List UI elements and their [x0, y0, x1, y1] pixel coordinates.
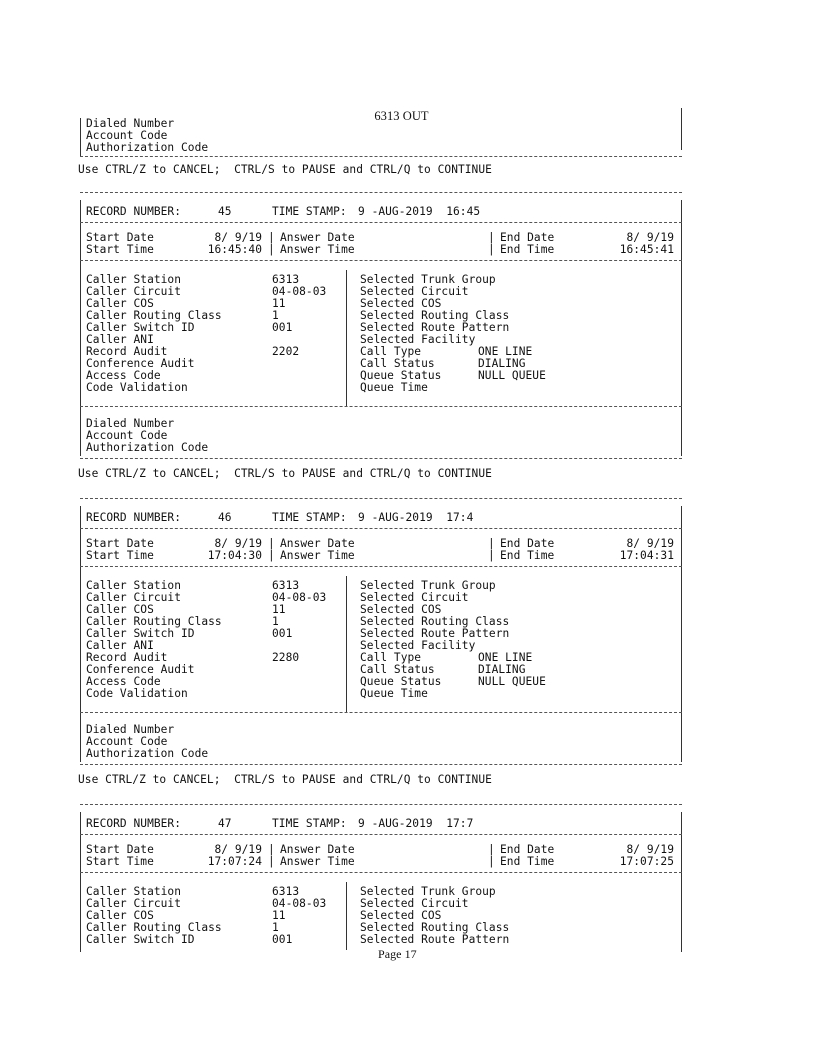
call-type-value: ONE LINE — [478, 651, 533, 664]
answer-date-label: Answer Date — [280, 231, 355, 244]
caller-routing-class-value: 1 — [272, 921, 279, 934]
instruction-text: Use CTRL/Z to CANCEL; CTRL/S to PAUSE and CTRL/Q to CONTINUE — [78, 467, 492, 480]
call-type-label: Call Type — [360, 345, 422, 358]
caller-routing-class-label: Caller Routing Class — [86, 615, 222, 628]
record-number-value: 45 — [218, 205, 232, 218]
border-right — [681, 108, 682, 150]
caller-ani-label: Caller ANI — [86, 333, 154, 346]
page-header — [368, 98, 429, 122]
divider — [80, 528, 682, 529]
access-code-label: Access Code — [86, 675, 161, 688]
column-separator — [346, 882, 347, 950]
divider — [80, 804, 682, 805]
record-number-label: RECORD NUMBER: — [86, 205, 181, 218]
end-date-value: 8/ 9/19 — [626, 537, 674, 550]
divider — [80, 712, 682, 713]
column-separator — [346, 270, 347, 406]
selected-circuit-label: Selected Circuit — [360, 897, 469, 910]
selected-trunk-group-label: Selected Trunk Group — [360, 273, 496, 286]
caller-routing-class-value: 1 — [272, 615, 279, 628]
call-status-label: Call Status — [360, 663, 435, 676]
caller-station-label: Caller Station — [86, 273, 181, 286]
caller-station-label: Caller Station — [86, 885, 181, 898]
caller-circuit-label: Caller Circuit — [86, 897, 181, 910]
start-date-label: Start Date — [86, 843, 154, 856]
border-right — [681, 200, 682, 456]
queue-status-label: Queue Status — [360, 675, 442, 688]
selected-route-pattern-label: Selected Route Pattern — [360, 321, 510, 334]
record-audit-label: Record Audit — [86, 651, 168, 664]
call-status-value: DIALING — [478, 663, 526, 676]
divider — [80, 872, 682, 873]
end-time-label: End Time — [500, 243, 555, 256]
authorization-code-label: Authorization Code — [86, 747, 209, 760]
answer-time-label: Answer Time — [280, 855, 355, 868]
start-time-value: 16:45:40 — [207, 243, 262, 256]
instruction-text: Use CTRL/Z to CANCEL; CTRL/S to PAUSE and CTRL/Q to CONTINUE — [78, 163, 492, 176]
answer-time-label: Answer Time — [280, 243, 355, 256]
selected-facility-label: Selected Facility — [360, 639, 476, 652]
caller-cos-label: Caller COS — [86, 909, 154, 922]
divider — [80, 406, 682, 407]
selected-cos-label: Selected COS — [360, 603, 442, 616]
divider — [80, 222, 682, 223]
caller-station-value: 6313 — [272, 579, 300, 592]
end-date-label: End Date — [500, 537, 555, 550]
account-code-label: Account Code — [86, 735, 168, 748]
call-type-value: ONE LINE — [478, 345, 533, 358]
code-validation-label: Code Validation — [86, 381, 188, 394]
queue-time-label: Queue Time — [360, 381, 428, 394]
caller-cos-label: Caller COS — [86, 297, 154, 310]
caller-cos-label: Caller COS — [86, 603, 154, 616]
selected-trunk-group-label: Selected Trunk Group — [360, 885, 496, 898]
start-time-label: Start Time — [86, 243, 154, 256]
caller-switch-id-value: 001 — [272, 933, 293, 946]
start-date-label: Start Date — [86, 537, 154, 550]
answer-date-label: Answer Date — [280, 843, 355, 856]
selected-routing-class-label: Selected Routing Class — [360, 921, 510, 934]
start-date-value: 8/ 9/19 — [214, 537, 262, 550]
caller-station-value: 6313 — [272, 273, 300, 286]
selected-route-pattern-label: Selected Route Pattern — [360, 933, 510, 946]
record-audit-label: Record Audit — [86, 345, 168, 358]
record-number-value: 47 — [218, 817, 232, 830]
call-type-label: Call Type — [360, 651, 422, 664]
record-audit-value: 2202 — [272, 345, 300, 358]
time-stamp-value: 9 -AUG-2019 17:4 — [358, 511, 474, 524]
selected-circuit-label: Selected Circuit — [360, 285, 469, 298]
start-time-label: Start Time — [86, 855, 154, 868]
divider — [80, 834, 682, 835]
caller-circuit-label: Caller Circuit — [86, 285, 181, 298]
answer-time-label: Answer Time — [280, 549, 355, 562]
queue-status-label: Queue Status — [360, 369, 442, 382]
header-direction: OUT — [402, 109, 429, 123]
border-left — [80, 118, 81, 156]
access-code-label: Access Code — [86, 369, 161, 382]
instruction-text: Use CTRL/Z to CANCEL; CTRL/S to PAUSE and CTRL/Q to CONTINUE — [78, 773, 492, 786]
caller-circuit-value: 04-08-03 — [272, 285, 327, 298]
dialed-number-label: Dialed Number — [86, 723, 175, 736]
border-left — [80, 812, 81, 952]
answer-date-label: Answer Date — [280, 537, 355, 550]
start-time-value: 17:07:24 — [207, 855, 262, 868]
prev-authorization-code-label: Authorization Code — [86, 141, 209, 154]
dialed-number-label: Dialed Number — [86, 417, 175, 430]
border-right — [681, 812, 682, 952]
end-time-value: 16:45:41 — [619, 243, 674, 256]
start-time-label: Start Time — [86, 549, 154, 562]
divider — [80, 498, 682, 499]
caller-routing-class-value: 1 — [272, 309, 279, 322]
time-stamp-label: TIME STAMP: — [272, 817, 347, 830]
divider — [80, 458, 682, 459]
start-time-value: 17:04:30 — [207, 549, 262, 562]
selected-cos-label: Selected COS — [360, 297, 442, 310]
header-station: 6313 — [374, 109, 400, 123]
record-number-value: 46 — [218, 511, 232, 524]
end-time-value: 17:04:31 — [619, 549, 674, 562]
selected-facility-label: Selected Facility — [360, 333, 476, 346]
divider — [80, 192, 682, 193]
time-stamp-label: TIME STAMP: — [272, 205, 347, 218]
caller-switch-id-label: Caller Switch ID — [86, 933, 195, 946]
end-date-label: End Date — [500, 843, 555, 856]
divider — [80, 156, 682, 157]
start-date-value: 8/ 9/19 — [214, 843, 262, 856]
start-date-value: 8/ 9/19 — [214, 231, 262, 244]
divider — [80, 260, 682, 261]
column-separator — [346, 576, 347, 712]
end-date-label: End Date — [500, 231, 555, 244]
caller-station-value: 6313 — [272, 885, 300, 898]
caller-switch-id-value: 001 — [272, 321, 293, 334]
selected-routing-class-label: Selected Routing Class — [360, 615, 510, 628]
conference-audit-label: Conference Audit — [86, 663, 195, 676]
queue-status-value: NULL QUEUE — [478, 675, 546, 688]
time-stamp-label: TIME STAMP: — [272, 511, 347, 524]
queue-status-value: NULL QUEUE — [478, 369, 546, 382]
caller-cos-value: 11 — [272, 603, 286, 616]
authorization-code-label: Authorization Code — [86, 441, 209, 454]
border-left — [80, 200, 81, 456]
time-stamp-value: 9 -AUG-2019 17:7 — [358, 817, 474, 830]
caller-routing-class-label: Caller Routing Class — [86, 309, 222, 322]
end-time-value: 17:07:25 — [619, 855, 674, 868]
caller-switch-id-label: Caller Switch ID — [86, 321, 195, 334]
end-date-value: 8/ 9/19 — [626, 231, 674, 244]
caller-cos-value: 11 — [272, 297, 286, 310]
caller-switch-id-value: 001 — [272, 627, 293, 640]
time-stamp-value: 9 -AUG-2019 16:45 — [358, 205, 481, 218]
prev-dialed-number-label: Dialed Number — [86, 117, 175, 130]
prev-account-code-label: Account Code — [86, 129, 168, 142]
caller-circuit-label: Caller Circuit — [86, 591, 181, 604]
record-number-label: RECORD NUMBER: — [86, 817, 181, 830]
selected-circuit-label: Selected Circuit — [360, 591, 469, 604]
selected-routing-class-label: Selected Routing Class — [360, 309, 510, 322]
conference-audit-label: Conference Audit — [86, 357, 195, 370]
divider — [80, 764, 682, 765]
divider — [80, 566, 682, 567]
page-number: Page 17 — [378, 947, 417, 961]
caller-circuit-value: 04-08-03 — [272, 897, 327, 910]
selected-route-pattern-label: Selected Route Pattern — [360, 627, 510, 640]
account-code-label: Account Code — [86, 429, 168, 442]
caller-ani-label: Caller ANI — [86, 639, 154, 652]
call-status-label: Call Status — [360, 357, 435, 370]
border-left — [80, 506, 81, 762]
caller-switch-id-label: Caller Switch ID — [86, 627, 195, 640]
record-number-label: RECORD NUMBER: — [86, 511, 181, 524]
end-date-value: 8/ 9/19 — [626, 843, 674, 856]
caller-station-label: Caller Station — [86, 579, 181, 592]
code-validation-label: Code Validation — [86, 687, 188, 700]
record-audit-value: 2280 — [272, 651, 300, 664]
queue-time-label: Queue Time — [360, 687, 428, 700]
selected-cos-label: Selected COS — [360, 909, 442, 922]
selected-trunk-group-label: Selected Trunk Group — [360, 579, 496, 592]
border-right — [681, 506, 682, 762]
caller-routing-class-label: Caller Routing Class — [86, 921, 222, 934]
caller-circuit-value: 04-08-03 — [272, 591, 327, 604]
end-time-label: End Time — [500, 855, 555, 868]
end-time-label: End Time — [500, 549, 555, 562]
start-date-label: Start Date — [86, 231, 154, 244]
call-status-value: DIALING — [478, 357, 526, 370]
caller-cos-value: 11 — [272, 909, 286, 922]
